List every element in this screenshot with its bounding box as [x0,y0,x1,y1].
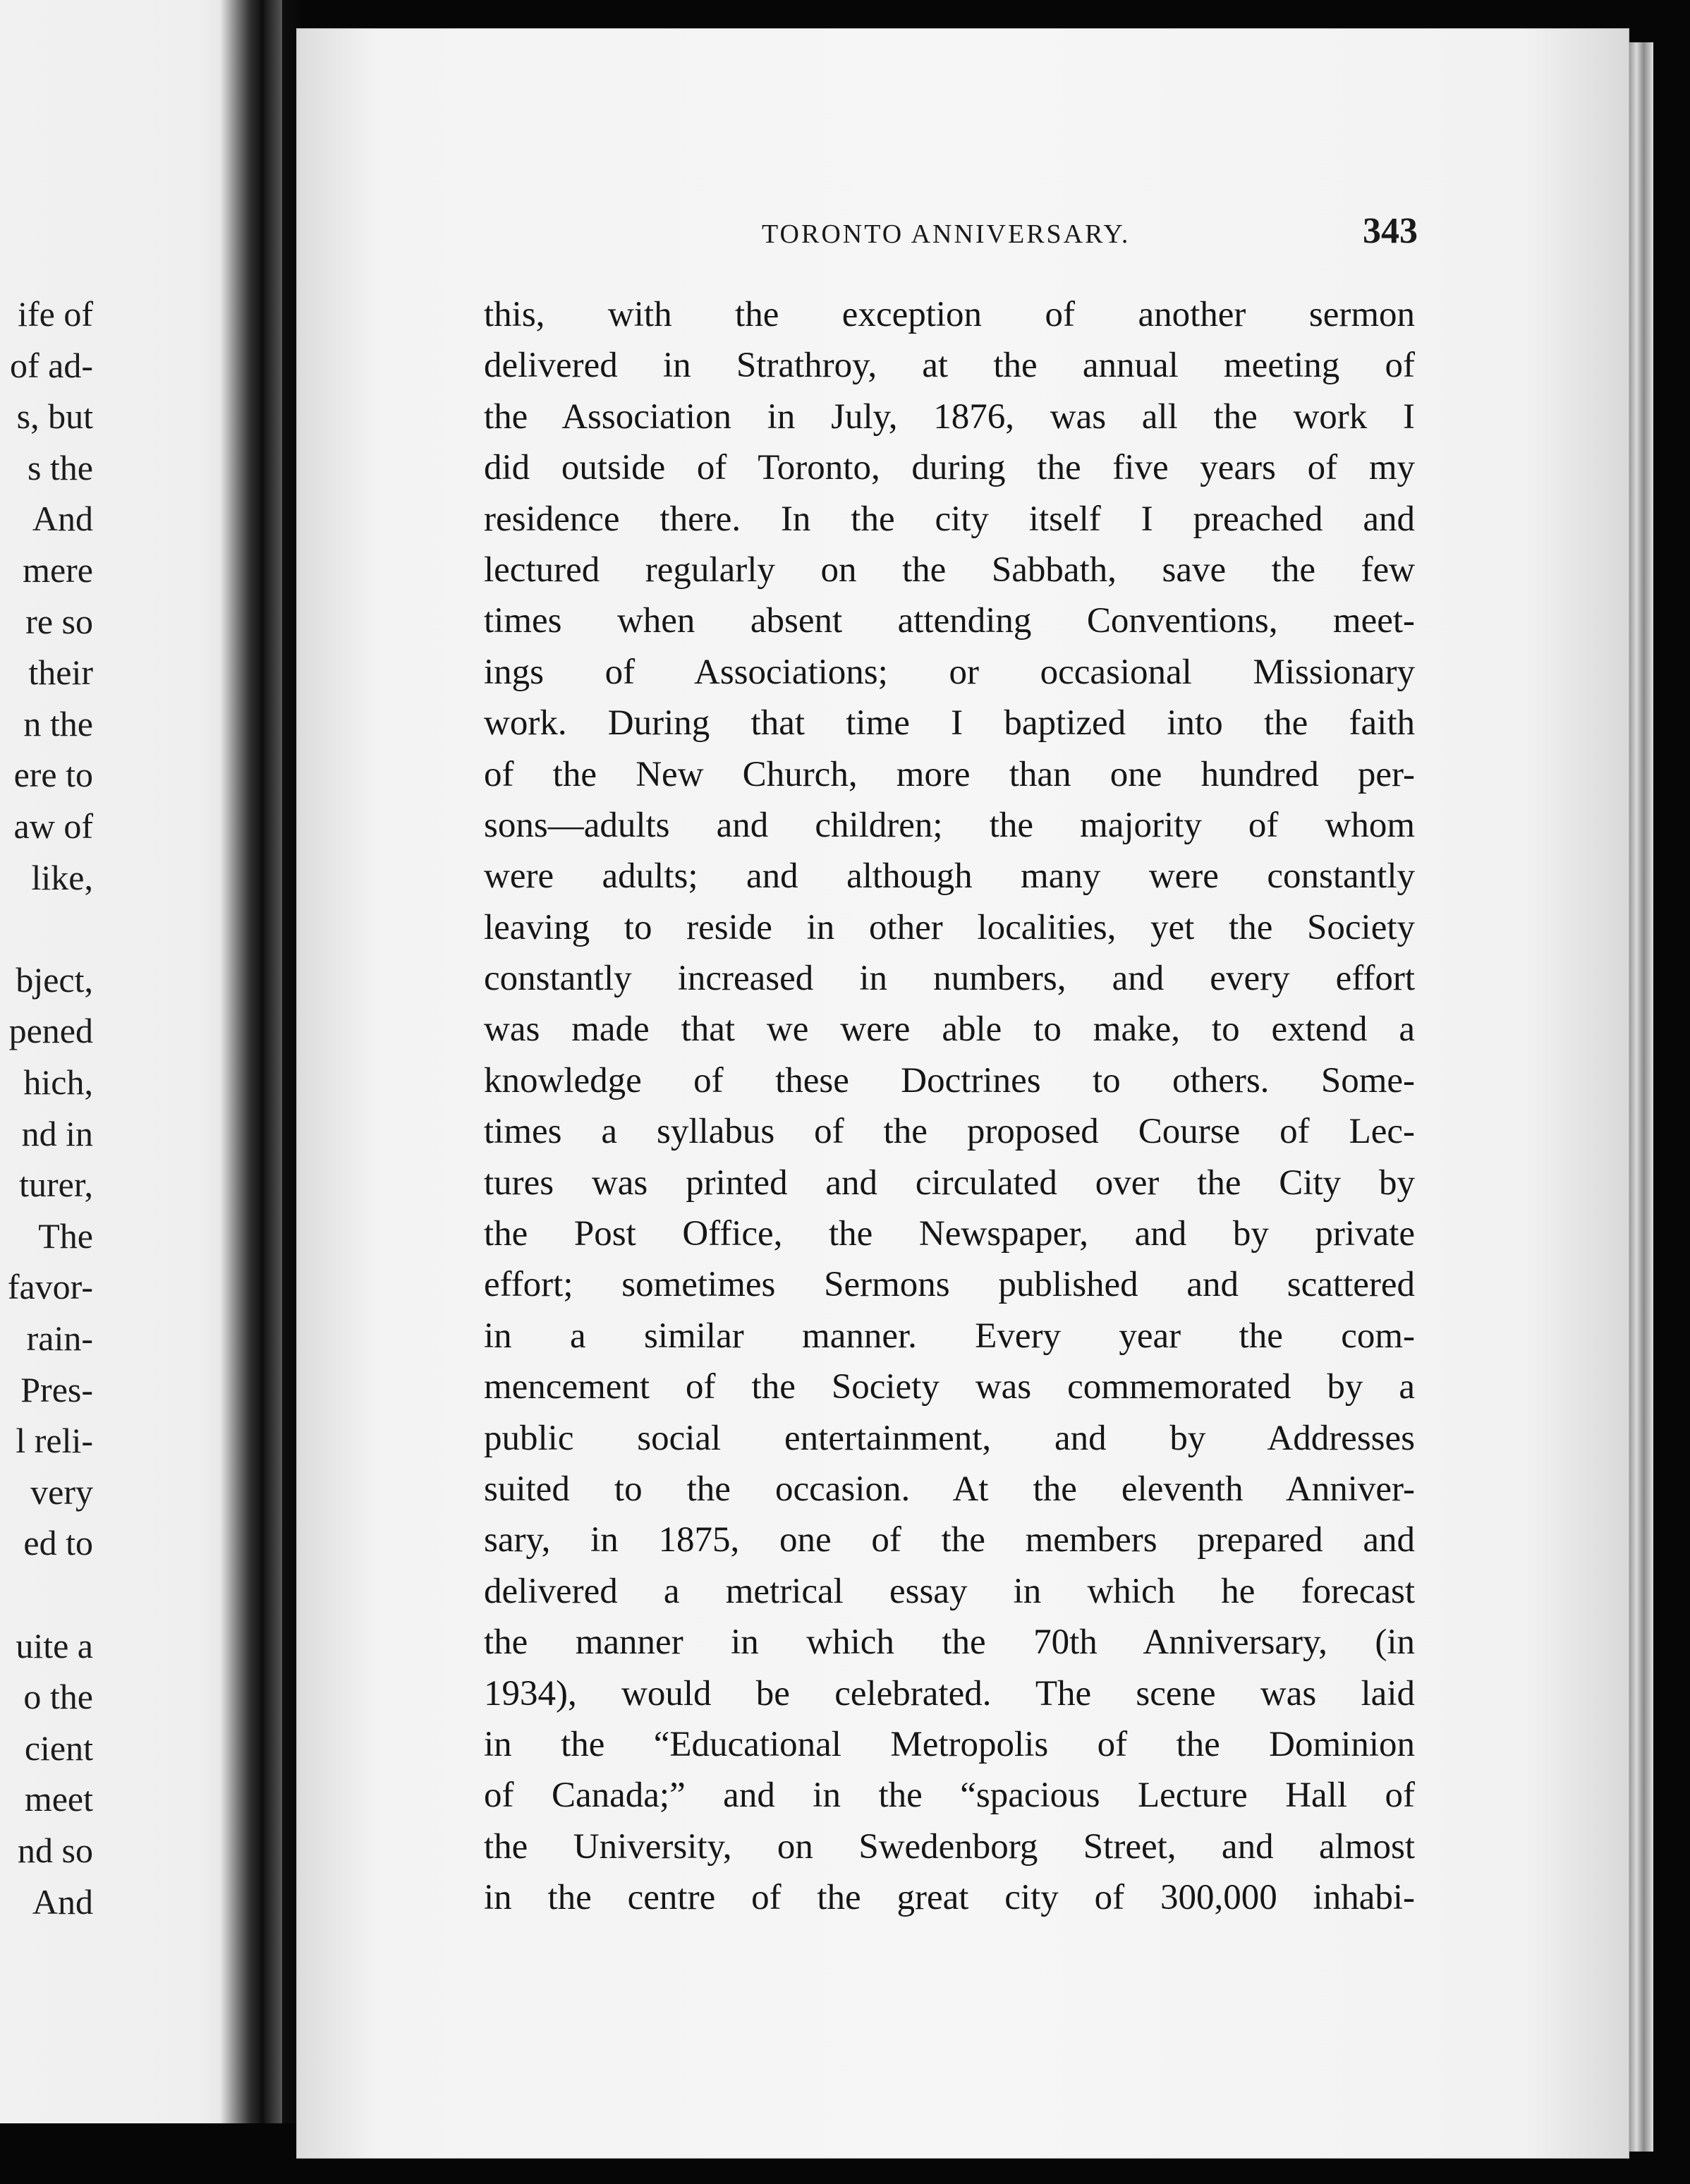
body-line: delivered a metrical essay in which he forecast [484,1571,1415,1611]
body-line: the Association in July, 1876, was all the work I [484,396,1415,437]
previous-page-line: mere [23,550,93,590]
body-line: times when absent attending Conventions, meet- [484,601,1415,641]
body-line: in a similar manner. Every year the com- [484,1316,1415,1356]
body-line: the University, on Swedenborg Street, and almost [484,1826,1415,1867]
previous-page-line: nd so [18,1831,93,1870]
previous-page-line: cient [24,1728,93,1768]
previous-page-line: ed to [23,1523,93,1563]
previous-page-line: s the [27,447,93,487]
previous-page-line: o the [23,1677,93,1717]
previous-page-line: nd in [21,1113,93,1153]
body-line: this, with the exception of another sermon [484,295,1415,334]
body-line: delivered in Strathroy, at the annual meeting of [484,346,1415,386]
body-line: lectured regularly on the Sabbath, save the few [484,550,1415,590]
body-line: the manner in which the 70th Anniversary, (in [484,1622,1415,1663]
body-line: work. During that time I baptized into the faith [484,703,1415,744]
page-header [741,205,1418,261]
previous-page-line: their [28,653,93,693]
body-line: leaving to reside in other localities, yet the Society [484,907,1415,947]
body-line: mencement of the Society was commemorated by a [484,1367,1415,1407]
book-gutter-shadow [220,0,305,2123]
previous-page-line: turer, [19,1165,93,1205]
previous-page-line: s, but [16,396,93,437]
previous-page-line: re so [25,601,93,641]
running-head: TORONTO ANNIVERSARY. [762,219,1131,249]
previous-page-line: pened [8,1011,93,1051]
page-edge-stack [1629,42,1653,2152]
body-line: sons—adults and children; the majority of whom [484,805,1415,845]
previous-page-line: rain- [26,1318,93,1358]
body-line: were adults; and although many were constantly [484,856,1415,897]
previous-page-line: n the [23,703,93,744]
body-line: in the “Educational Metropolis of the Dominion [484,1724,1415,1764]
body-line: suited to the occasion. At the eleventh Anniver- [484,1469,1415,1509]
body-line: public social entertainment, and by Addresses [484,1418,1415,1458]
body-line: residence there. In the city itself I preached and [484,499,1415,539]
body-line: constantly increased in numbers, and every effort [484,959,1415,999]
previous-page-line: bject, [16,959,93,1000]
body-line: of the New Church, more than one hundred per- [484,754,1415,794]
previous-page-line: hich, [23,1062,93,1102]
previous-page-line: The [38,1215,93,1256]
body-line: times a syllabus of the proposed Course of Lec- [484,1112,1415,1152]
previous-page-line: And [32,499,93,539]
body-line: in the centre of the great city of 300,000 inhabi- [484,1878,1415,1918]
previous-page-line: l reli- [16,1421,93,1461]
previous-page-line: uite a [16,1625,93,1666]
previous-page-line: aw of [13,806,93,846]
previous-page-line: like, [31,857,93,897]
previous-page-line: very [30,1472,93,1512]
previous-page-line: ere to [13,755,93,795]
body-line: 1934), would be celebrated. The scene was laid [484,1673,1415,1713]
body-line: of Canada;” and in the “spacious Lecture Hall of [484,1776,1415,1816]
previous-page-line: ife of [18,294,93,334]
body-line: the Post Office, the Newspaper, and by private [484,1214,1415,1254]
body-line: sary, in 1875, one of the members prepared and [484,1520,1415,1560]
page-body-text [484,289,1415,1924]
body-line: tures was printed and circulated over the City by [484,1163,1415,1203]
previous-page-line: favor- [7,1267,93,1307]
body-line: was made that we were able to make, to extend a [484,1009,1415,1050]
body-line: ings of Associations; or occasional Missionary [484,652,1415,692]
previous-page-line: Pres- [20,1369,93,1409]
previous-page-line: And [32,1881,93,1922]
previous-page-line: meet [24,1779,93,1819]
previous-page-line: of ad- [10,345,93,385]
body-line: knowledge of these Doctrines to others. Some- [484,1060,1415,1100]
body-line: effort; sometimes Sermons published and scattered [484,1265,1415,1305]
body-line: did outside of Toronto, during the five years of my [484,448,1415,488]
page-number: 343 [1363,211,1418,251]
